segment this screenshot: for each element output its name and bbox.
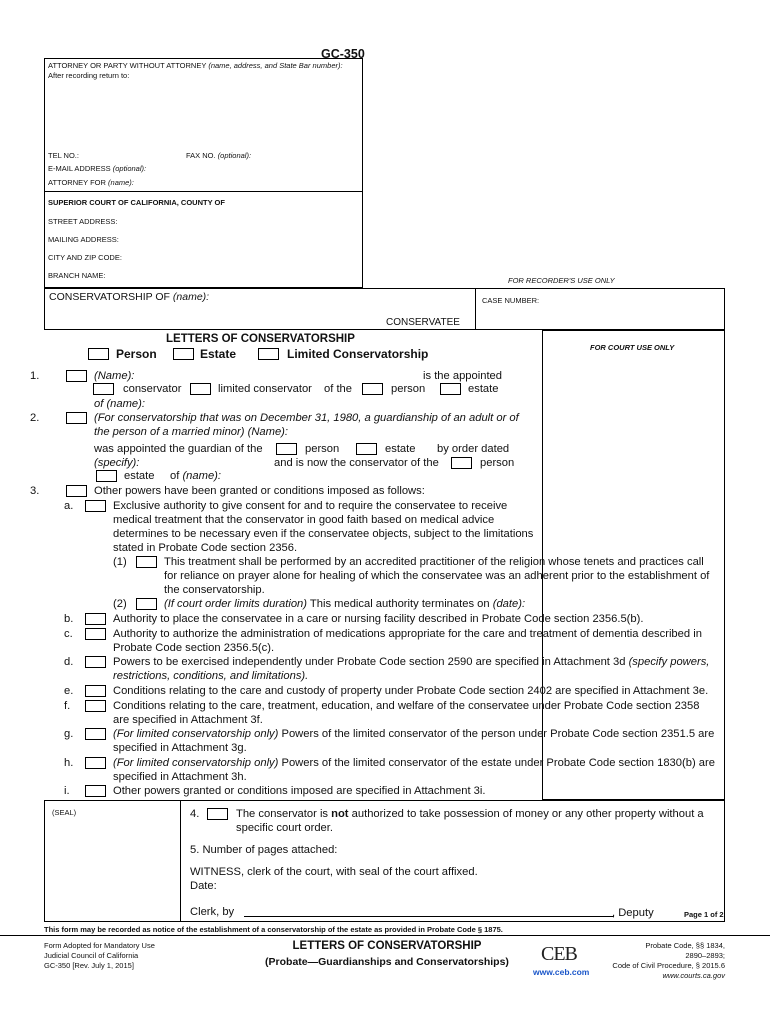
item3-checkbox[interactable] bbox=[66, 485, 87, 497]
item2-person2-checkbox[interactable] bbox=[451, 457, 472, 469]
item3i-checkbox[interactable] bbox=[85, 785, 106, 797]
item1-name-label: (Name): bbox=[94, 370, 135, 382]
item1-number: 1. bbox=[30, 370, 40, 382]
item1-of-name: of (name): bbox=[94, 398, 145, 410]
item3c-text-1: Authority to authorize the administration of medications appropriate for the care and treatment of dementia described in bbox=[113, 628, 702, 640]
street-label: STREET ADDRESS: bbox=[48, 217, 118, 226]
item3a-text-1: Exclusive authority to give consent for and to require the conservatee to receive bbox=[113, 500, 508, 512]
item3h-text: (For limited conservatorship only) Powers of the limited conservator of the estate under Probate Code section 1830(b) are bbox=[113, 757, 715, 769]
item1-person-label: person bbox=[391, 383, 426, 395]
item2-estate-label: estate bbox=[385, 443, 416, 455]
court-use-label: FOR COURT USE ONLY bbox=[590, 343, 675, 352]
person-checkbox[interactable] bbox=[88, 348, 109, 360]
estate-checkbox[interactable] bbox=[173, 348, 194, 360]
page-label: Page 1 of 2 bbox=[684, 910, 724, 919]
seal-label: (SEAL) bbox=[52, 808, 77, 817]
item3g-checkbox[interactable] bbox=[85, 728, 106, 740]
item3h-text-2: specified in Attachment 3h. bbox=[113, 771, 247, 783]
limited-conservator-label: limited conservator bbox=[218, 383, 312, 395]
item3b-text: Authority to place the conservatee in a care or nursing facility described in Probate Code section 2356.5(b). bbox=[113, 613, 644, 625]
footer-title: LETTERS OF CONSERVATORSHIP bbox=[292, 940, 482, 952]
item3a-letter: a. bbox=[64, 500, 74, 512]
witness-text: WITNESS, clerk of the court, with seal of the court affixed. bbox=[190, 866, 478, 878]
judicial-council: Judicial Council of California bbox=[44, 951, 139, 960]
case-number-label: CASE NUMBER: bbox=[482, 296, 540, 305]
item2-number: 2. bbox=[30, 412, 40, 424]
item2-person-checkbox[interactable] bbox=[276, 443, 297, 455]
of-the-label: of the bbox=[324, 383, 352, 395]
ceb-logo: CEB bbox=[541, 943, 577, 965]
probate-codes-1: Probate Code, §§ 1834, bbox=[645, 941, 725, 950]
item3g-letter: g. bbox=[64, 728, 74, 740]
item3a1-number: (1) bbox=[113, 556, 127, 568]
date-label: Date: bbox=[190, 880, 217, 892]
item2-line1: (For conservatorship that was on December 31, 1980, a guardianship of an adult or of bbox=[94, 412, 519, 424]
email-label: E-MAIL ADDRESS (optional): bbox=[48, 164, 147, 173]
item3f-letter: f. bbox=[64, 700, 71, 712]
item3i-text: Other powers granted or conditions imposed are specified in Attachment 3i. bbox=[113, 785, 486, 797]
courts-url[interactable]: www.courts.ca.gov bbox=[662, 971, 725, 980]
item3d-text-2: restrictions, conditions, and limitations). bbox=[113, 670, 309, 682]
item3h-letter: h. bbox=[64, 757, 74, 769]
item3c-text-2: Probate Code section 2356.5(c). bbox=[113, 642, 275, 654]
probate-codes-2: 2890–2893; bbox=[685, 951, 725, 960]
item3f-text-2: are specified in Attachment 3f. bbox=[113, 714, 263, 726]
item2-estate2-checkbox[interactable] bbox=[96, 470, 117, 482]
item1-person-checkbox[interactable] bbox=[362, 383, 383, 395]
order-dated-label: by order dated bbox=[437, 443, 510, 455]
item2-estate2-label: estate bbox=[124, 470, 155, 482]
conservator-label: conservator bbox=[123, 383, 182, 395]
item3b-checkbox[interactable] bbox=[85, 613, 106, 625]
item3f-text-1: Conditions relating to the care, treatment, education, and welfare of the conservatee under Probate Code section 2358 bbox=[113, 700, 700, 712]
item3a-text-3: determines to be necessary even if the conservatee objects, subject to the limitations bbox=[113, 528, 534, 540]
item3h-checkbox[interactable] bbox=[85, 757, 106, 769]
item3a2-number: (2) bbox=[113, 598, 127, 610]
item2-person2-label: person bbox=[480, 457, 515, 469]
recording-notice: This form may be recorded as notice of the establishment of a conservatorship of the estate as provided in Probate Code § 1875. bbox=[44, 925, 503, 934]
item3d-text: Powers to be exercised independently under Probate Code section 2590 are specified in Attachment 3d (specify powers, bbox=[113, 656, 710, 668]
city-label: CITY AND ZIP CODE: bbox=[48, 253, 122, 262]
recorders-use-label: FOR RECORDER'S USE ONLY bbox=[508, 276, 615, 285]
item2-guardian-text: was appointed the guardian of the bbox=[94, 443, 263, 455]
item3a1-checkbox[interactable] bbox=[136, 556, 157, 568]
clerk-label: Clerk, by bbox=[190, 906, 235, 918]
item3a1-text-2: for reliance on prayer alone for healing of which the conservatee was an adherent prior to the establishment of bbox=[164, 570, 710, 582]
specify-label: (specify): bbox=[94, 457, 140, 469]
item4-checkbox[interactable] bbox=[207, 808, 228, 820]
item3a-text-2: medical treatment that the conservator in good faith based on medical advice bbox=[113, 514, 495, 526]
now-conservator-text: and is now the conservator of the bbox=[274, 457, 439, 469]
item5-text: 5. Number of pages attached: bbox=[190, 844, 338, 856]
item1-checkbox[interactable] bbox=[66, 370, 87, 382]
return-to-label: After recording return to: bbox=[48, 71, 130, 80]
attorney-label: ATTORNEY OR PARTY WITHOUT ATTORNEY (name, address, and State Bar number): bbox=[48, 61, 343, 70]
item3a-text-4: stated in Probate Code section 2356. bbox=[113, 542, 298, 554]
civil-procedure-code: Code of Civil Procedure, § 2015.6 bbox=[612, 961, 725, 970]
item3a2-text: (If court order limits duration) This medical authority terminates on (date): bbox=[164, 598, 526, 610]
item3c-letter: c. bbox=[64, 628, 73, 640]
item3b-letter: b. bbox=[64, 613, 74, 625]
item3d-letter: d. bbox=[64, 656, 74, 668]
item3i-letter: i. bbox=[64, 785, 70, 797]
estate-option-label: Estate bbox=[200, 347, 237, 361]
ceb-url[interactable]: www.ceb.com bbox=[533, 967, 590, 977]
item3e-checkbox[interactable] bbox=[85, 685, 106, 697]
footer-subtitle: (Probate—Guardianships and Conservatorships) bbox=[265, 956, 509, 968]
court-title: SUPERIOR COURT OF CALIFORNIA, COUNTY OF bbox=[48, 198, 225, 207]
item3a1-text-1: This treatment shall be performed by an accredited practitioner of the religion whose tenets and practices call bbox=[164, 556, 704, 568]
item4-text: The conservator is not authorized to take possession of money or any other property without a bbox=[236, 808, 704, 820]
item1-estate-label: estate bbox=[468, 383, 499, 395]
limited-conservator-checkbox[interactable] bbox=[190, 383, 211, 395]
form-adopted: Form Adopted for Mandatory Use bbox=[44, 941, 155, 950]
item1-estate-checkbox[interactable] bbox=[440, 383, 461, 395]
item3a2-checkbox[interactable] bbox=[136, 598, 157, 610]
branch-label: BRANCH NAME: bbox=[48, 271, 106, 280]
form-revision: GC-350 [Rev. July 1, 2015] bbox=[44, 961, 134, 970]
tel-label: TEL NO.: bbox=[48, 151, 79, 160]
item4-number: 4. bbox=[190, 808, 200, 820]
person-option-label: Person bbox=[116, 347, 157, 361]
item3g-text: (For limited conservatorship only) Powers of the limited conservator of the person under Probate Code section 2351.5 are bbox=[113, 728, 715, 740]
item3e-letter: e. bbox=[64, 685, 74, 697]
item2-person-label: person bbox=[305, 443, 340, 455]
form-number: GC-350 bbox=[321, 47, 365, 61]
limited-checkbox[interactable] bbox=[258, 348, 279, 360]
conservatorship-of-label: CONSERVATORSHIP OF (name): bbox=[49, 291, 210, 303]
fax-label: FAX NO. (optional): bbox=[186, 151, 252, 160]
deputy-label: , Deputy bbox=[612, 907, 654, 919]
item3-intro: Other powers have been granted or conditions imposed as follows: bbox=[94, 485, 425, 497]
item2-line2: the person of a married minor) (Name): bbox=[94, 426, 288, 438]
item2-checkbox[interactable] bbox=[66, 412, 87, 424]
mailing-label: MAILING ADDRESS: bbox=[48, 235, 119, 244]
conservatee-label: CONSERVATEE bbox=[386, 317, 460, 328]
item2-of-name: of (name): bbox=[170, 470, 221, 482]
limited-option-label: Limited Conservatorship bbox=[287, 347, 429, 361]
item3a-checkbox[interactable] bbox=[85, 500, 106, 512]
item4-text-2: specific court order. bbox=[236, 822, 333, 834]
item3g-text-2: specified in Attachment 3g. bbox=[113, 742, 247, 754]
item3e-text: Conditions relating to the care and custody of property under Probate Code section 2402 are specified in Attachment 3e. bbox=[113, 685, 709, 697]
item3c-checkbox[interactable] bbox=[85, 628, 106, 640]
item1-appointed: is the appointed bbox=[423, 370, 502, 382]
conservator-checkbox[interactable] bbox=[93, 383, 114, 395]
item3f-checkbox[interactable] bbox=[85, 700, 106, 712]
attorney-for-label: ATTORNEY FOR (name): bbox=[48, 178, 134, 187]
item2-estate-checkbox[interactable] bbox=[356, 443, 377, 455]
item3-number: 3. bbox=[30, 485, 40, 497]
letters-title: LETTERS OF CONSERVATORSHIP bbox=[166, 333, 355, 345]
item3d-checkbox[interactable] bbox=[85, 656, 106, 668]
item3a1-text-3: the conservatorship. bbox=[164, 584, 265, 596]
